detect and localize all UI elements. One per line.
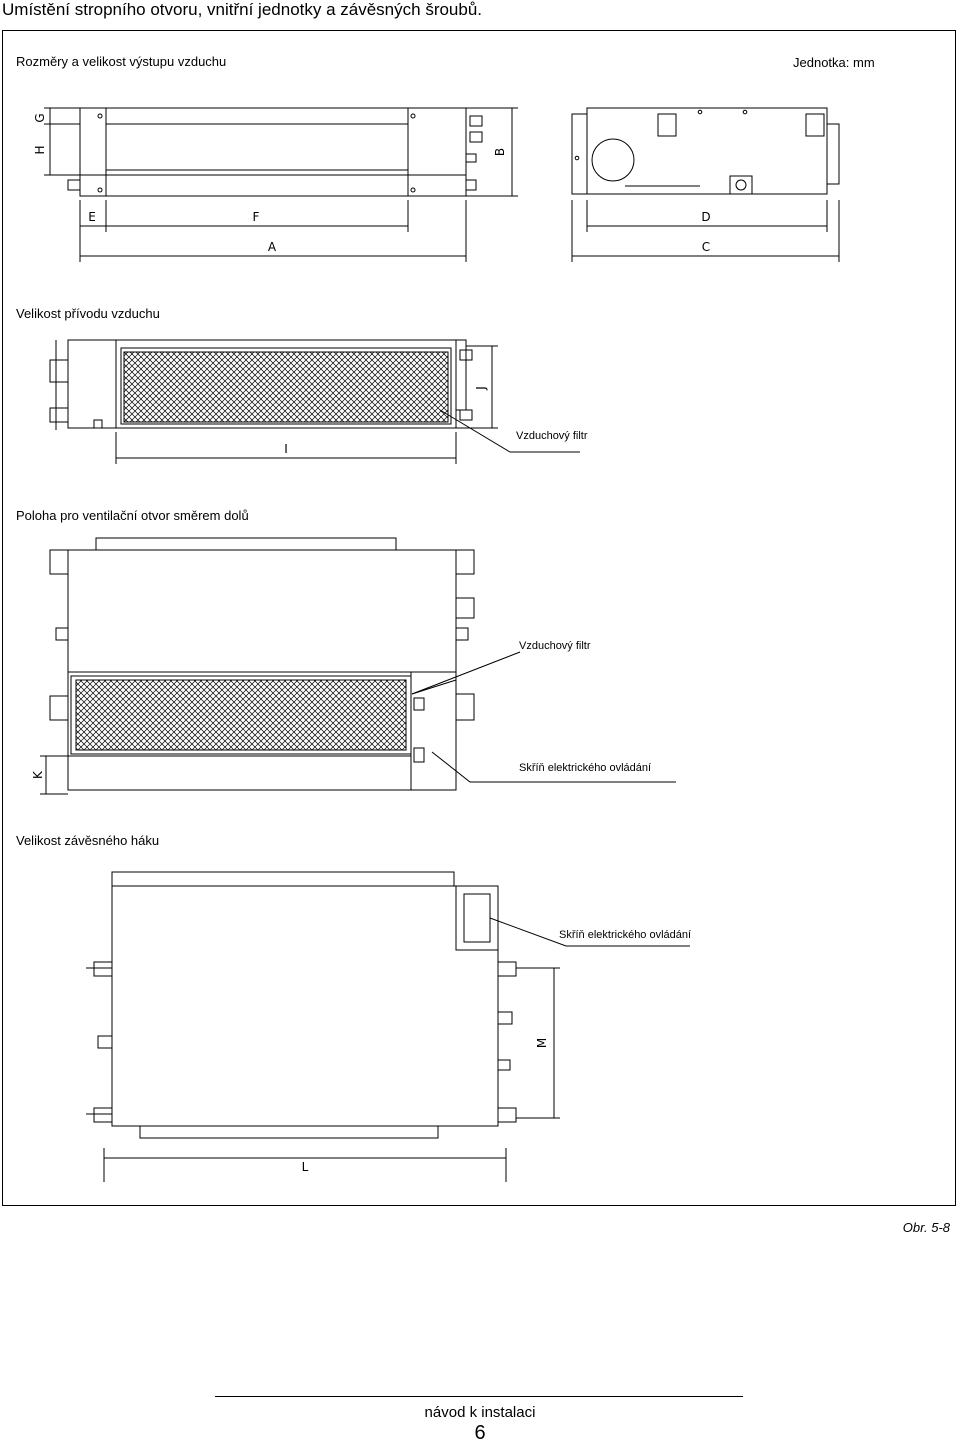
dim-label-e: E	[88, 210, 96, 224]
hanger-drawing	[86, 872, 690, 1182]
return-air-drawing	[50, 340, 580, 464]
figure-label: Obr. 5-8	[902, 1220, 950, 1235]
side-view-drawing	[44, 108, 518, 262]
dim-label-b: B	[493, 147, 507, 157]
section4-heading: Velikost závěsného háku	[16, 833, 160, 848]
section1-heading: Rozměry a velikost výstupu vzduchu	[16, 54, 227, 69]
page-number: 6	[474, 1422, 486, 1444]
dim-label-c: C	[701, 240, 711, 254]
dim-label-g: G	[33, 113, 47, 123]
footer-divider	[215, 1396, 743, 1397]
ebox-label-section4: Skříň elektrického ovládání	[559, 929, 692, 941]
dim-label-j: J	[474, 386, 488, 390]
dim-label-a: A	[267, 240, 277, 254]
dim-label-l: L	[301, 1160, 309, 1174]
page-title: Umístění stropního otvoru, vnitřní jednotky a závěsných šroubů.	[2, 0, 483, 19]
ebox-label-section3: Skříň elektrického ovládání	[519, 762, 652, 774]
dim-label-i: I	[284, 442, 288, 456]
filter-label-section3: Vzduchový filtr	[519, 640, 591, 652]
section2-heading: Velikost přívodu vzduchu	[16, 306, 160, 321]
filter-label-section2: Vzduchový filtr	[516, 430, 588, 442]
dim-label-k: K	[31, 771, 45, 779]
downward-vent-drawing	[40, 538, 676, 794]
section3-heading: Poloha pro ventilační otvor směrem dolů	[16, 508, 249, 523]
footer-text: návod k instalaci	[424, 1404, 536, 1421]
rear-view-drawing	[572, 108, 839, 262]
dim-label-d: D	[701, 210, 711, 224]
dim-label-m: M	[535, 1037, 549, 1049]
dim-label-h: H	[33, 145, 47, 155]
unit-label: Jednotka: mm	[793, 55, 875, 70]
dim-label-f: F	[252, 210, 260, 224]
